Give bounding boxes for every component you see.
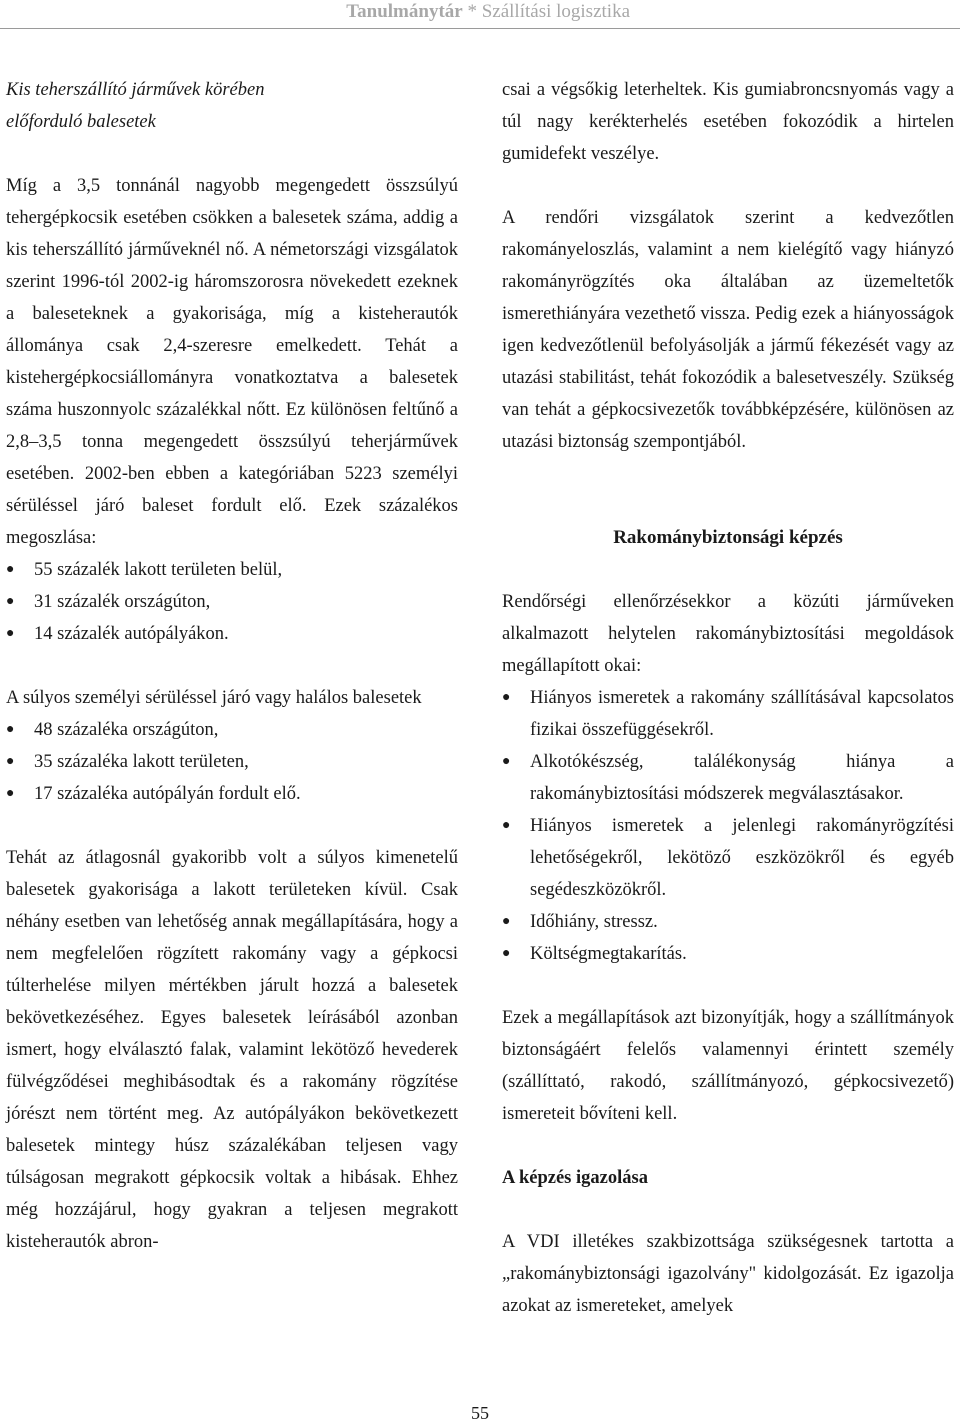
list-item-text: Hiányos ismeretek a jelenlegi rakományrögzítési lehetőségekről, lekötöző eszközökről és egyéb segédeszközökről. <box>530 816 954 900</box>
list-item <box>502 938 954 970</box>
list-item <box>6 618 458 650</box>
bullet-icon: ● <box>6 594 15 609</box>
left-paragraph-1: Míg a 3,5 tonnánál nagyobb megengedett összsúlyú tehergépkocsik esetében csökken a balesetek száma, addig a kis teherszállító járműveknél nő. A németországi vizsgálatok szerint 1996-tól 2002-ig háromszorosra növekedett ezeknek a baleseteknek a gyakorisága, míg a kisteherautók állománya csak 2,4-szeresre emelkedett. Tehát a kistehergépkocsiállományra vonatkoztatva a balesetek száma huszonnyolc százalékkal nőtt. Ez különösen feltűnő a 2,8–3,5 tonna megengedett összsúlyú teherjárművek esetében. 2002-ben ebben a kategóriában 5223 személyi sérüléssel járó baleset fordult elő. Ezek százalékos megoszlása: <box>6 176 458 548</box>
bullet-icon: ● <box>6 754 15 769</box>
list-item <box>6 778 458 810</box>
list-item <box>6 746 458 778</box>
spacer <box>502 458 954 490</box>
spacer <box>502 490 954 522</box>
list-item-text: 14 százalék autópályákon. <box>34 624 229 644</box>
list-item <box>502 682 954 746</box>
right-paragraph-2: A rendőri vizsgálatok szerint a kedvezőtlen rakományeloszlás, valamint a nem kielégítő vagy hiányzó rakományrögzítés oka általában az üzemeltetők ismerethiányára vezethető vissza. Pedig ezek a hiányosságok igen kedvezőtlenül befolyásolják a jármű fékezését vagy az utazási stabilitást, tehát fokozódik a balesetveszély. Szükség van tehát a gépkocsivezetők továbbképzésére, különösen az utazási biztonság szempontjából. <box>502 208 954 452</box>
spacer <box>502 970 954 1002</box>
bullet-icon: ● <box>502 754 511 769</box>
spacer <box>6 138 458 170</box>
bullet-icon: ● <box>6 626 15 641</box>
right-paragraph-5: A VDI illetékes szakbizottsága szükségesnek tartotta a „rakománybiztonsági igazolvány" kidolgozását. Ez igazolja azokat az ismereteket, amelyek <box>502 1232 954 1316</box>
page-number: 55 <box>471 1403 489 1423</box>
spacer <box>502 1130 954 1162</box>
bullet-icon: ● <box>502 690 511 705</box>
left-paragraph-3: Tehát az átlagosnál gyakoribb volt a súlyos kimenetelű balesetek gyakorisága a lakott területeken kívül. Csak néhány esetben van lehetőség annak megállapítására, hogy a nem megfelelően rögzített rakomány vagy a gépkocsi túlterhelése milyen mértékben járult hozzá a balesetek bekövetkezéséhez. Egyes balesetek leírásából azonban ismert, hogy elválasztó falak, valamint lekötöző hevederek fülvégződései meghibásodtak és a rakomány rögzítése jórészt nem történt meg. Az autópályákon bekövetkezett balesetek mintegy húsz százalékában teljesen vagy túlságosan megrakott gépkocsik voltak a hibásak. Ehhez még hozzájárul, hogy gyakran a teljesen megrakott kisteherautók abron- <box>6 848 458 1252</box>
bullet-icon: ● <box>502 946 511 961</box>
list-item-text: 31 százalék országúton, <box>34 592 211 612</box>
section-heading-training: Rakománybiztonsági képzés <box>613 527 843 548</box>
list-item-text: 55 százalék lakott területen belül, <box>34 560 283 580</box>
spacer <box>502 1194 954 1226</box>
location-list <box>6 554 458 650</box>
section-title-line2: előforduló balesetek <box>6 112 156 132</box>
spacer <box>502 554 954 586</box>
section-title-line1: Kis teherszállító járművek körében <box>6 80 265 100</box>
list-item-text: Költségmegtakarítás. <box>530 944 687 964</box>
spacer <box>6 810 458 842</box>
spacer <box>6 650 458 682</box>
page-header <box>0 0 960 29</box>
running-title-separator: * <box>462 1 482 22</box>
list-item <box>6 586 458 618</box>
left-paragraph-2: A súlyos személyi sérüléssel járó vagy halálos balesetek <box>6 688 422 708</box>
bullet-icon: ● <box>502 914 511 929</box>
spacer <box>502 170 954 202</box>
running-title-text: Szállítási logisztika <box>481 1 630 22</box>
causes-list <box>502 682 954 970</box>
list-item <box>502 810 954 906</box>
list-item-text: Hiányos ismeretek a rakomány szállításával kapcsolatos fizikai összefüggésekről. <box>530 688 954 740</box>
list-item <box>502 906 954 938</box>
list-item <box>502 746 954 810</box>
list-item <box>6 714 458 746</box>
list-item-text: Időhiány, stressz. <box>530 912 658 932</box>
bullet-icon: ● <box>502 818 511 833</box>
bullet-icon: ● <box>6 562 15 577</box>
right-paragraph-4: Ezek a megállapítások azt bizonyítják, hogy a szállítmányok biztonságáért felelős valamennyi érintett személy (szállíttató, rakodó, szállítmányozó, gépkocsivezető) ismereteit bővíteni kell. <box>502 1008 954 1124</box>
list-item-text: 35 százaléka lakott területen, <box>34 752 249 772</box>
severe-accident-list <box>6 714 458 810</box>
bullet-icon: ● <box>6 722 15 737</box>
list-item <box>6 554 458 586</box>
running-title-brand: Tanulmánytár <box>346 1 463 22</box>
left-column <box>6 74 458 1258</box>
list-item-text: Alkotókészség, találékonyság hiánya a rakománybiztosítási módszerek megválasztásakor. <box>530 752 954 804</box>
section-heading-certification: A képzés igazolása <box>502 1168 648 1188</box>
right-column <box>502 74 954 1322</box>
list-item-text: 17 százaléka autópályán fordult elő. <box>34 784 301 804</box>
running-title <box>346 1 630 23</box>
right-paragraph-1: csai a végsőkig leterheltek. Kis gumiabroncsnyomás vagy a túl nagy kerékterhelés esetében fokozódik a hirtelen gumidefekt veszélye. <box>502 80 954 164</box>
right-paragraph-3: Rendőrségi ellenőrzésekkor a közúti járműveken alkalmazott helytelen rakománybiztosítási megoldások megállapított okai: <box>502 592 954 676</box>
bullet-icon: ● <box>6 786 15 801</box>
list-item-text: 48 százaléka országúton, <box>34 720 219 740</box>
